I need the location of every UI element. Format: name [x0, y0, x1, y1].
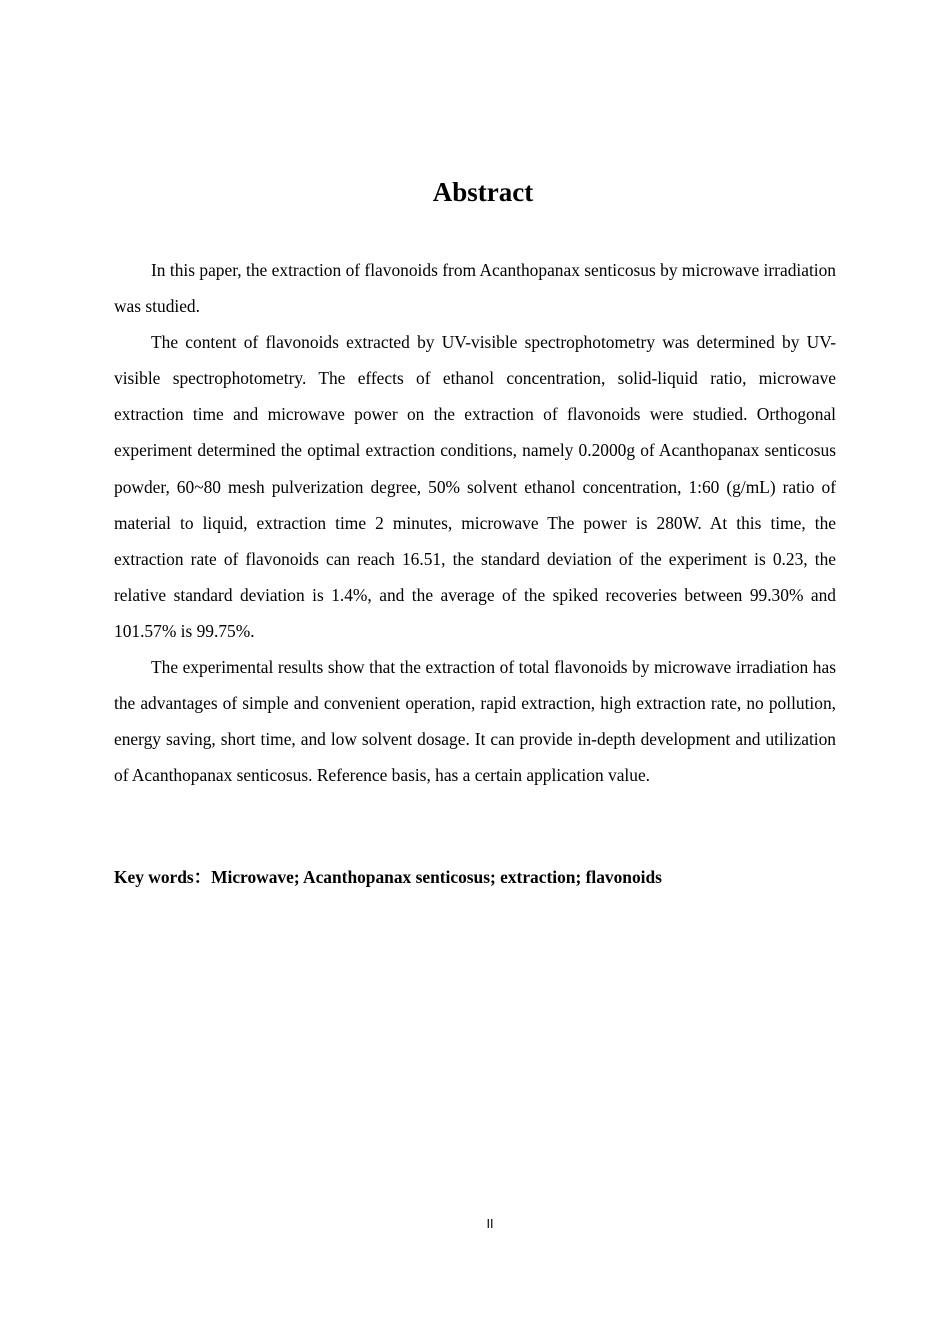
keywords-label: Key words：: [114, 867, 212, 887]
page-title: Abstract: [432, 177, 534, 207]
keywords-value: Microwave; Acanthopanax senticosus; extraction; flavonoids: [211, 867, 662, 887]
abstract-body: [114, 252, 836, 793]
keywords-line: [114, 862, 836, 892]
abstract-paragraph-1: In this paper, the extraction of flavonoids from Acanthopanax senticosus by microwave irradiation was studied.: [114, 260, 836, 317]
abstract-paragraph-3: The experimental results show that the extraction of total flavonoids by microwave irradiation has the advantages of simple and convenient operation, rapid extraction, high extraction rate, no pollution, energy saving, short time, and low solvent dosage. It can provide in-depth development and utilization of Acanthopanax senticosus. Reference basis, has a certain application value.: [114, 657, 836, 786]
page-number: II: [486, 1217, 494, 1231]
abstract-paragraph-2: The content of flavonoids extracted by UV-visible spectrophotometry was determined by UV-visible spectrophotometry. The effects of ethanol concentration, solid-liquid ratio, microwave extraction time and microwave power on the extraction of flavonoids were studied. Orthogonal experiment determined the optimal extraction conditions, namely 0.2000g of Acanthopanax senticosus powder, 60~80 mesh pulverization degree, 50% solvent ethanol concentration, 1:60 (g/mL) ratio of material to liquid, extraction time 2 minutes, microwave The power is 280W. At this time, the extraction rate of flavonoids can reach 16.51, the standard deviation of the experiment is 0.23, the relative standard deviation is 1.4%, and the average of the spiked recoveries between 99.30% and 101.57% is 99.75%.: [114, 332, 836, 641]
